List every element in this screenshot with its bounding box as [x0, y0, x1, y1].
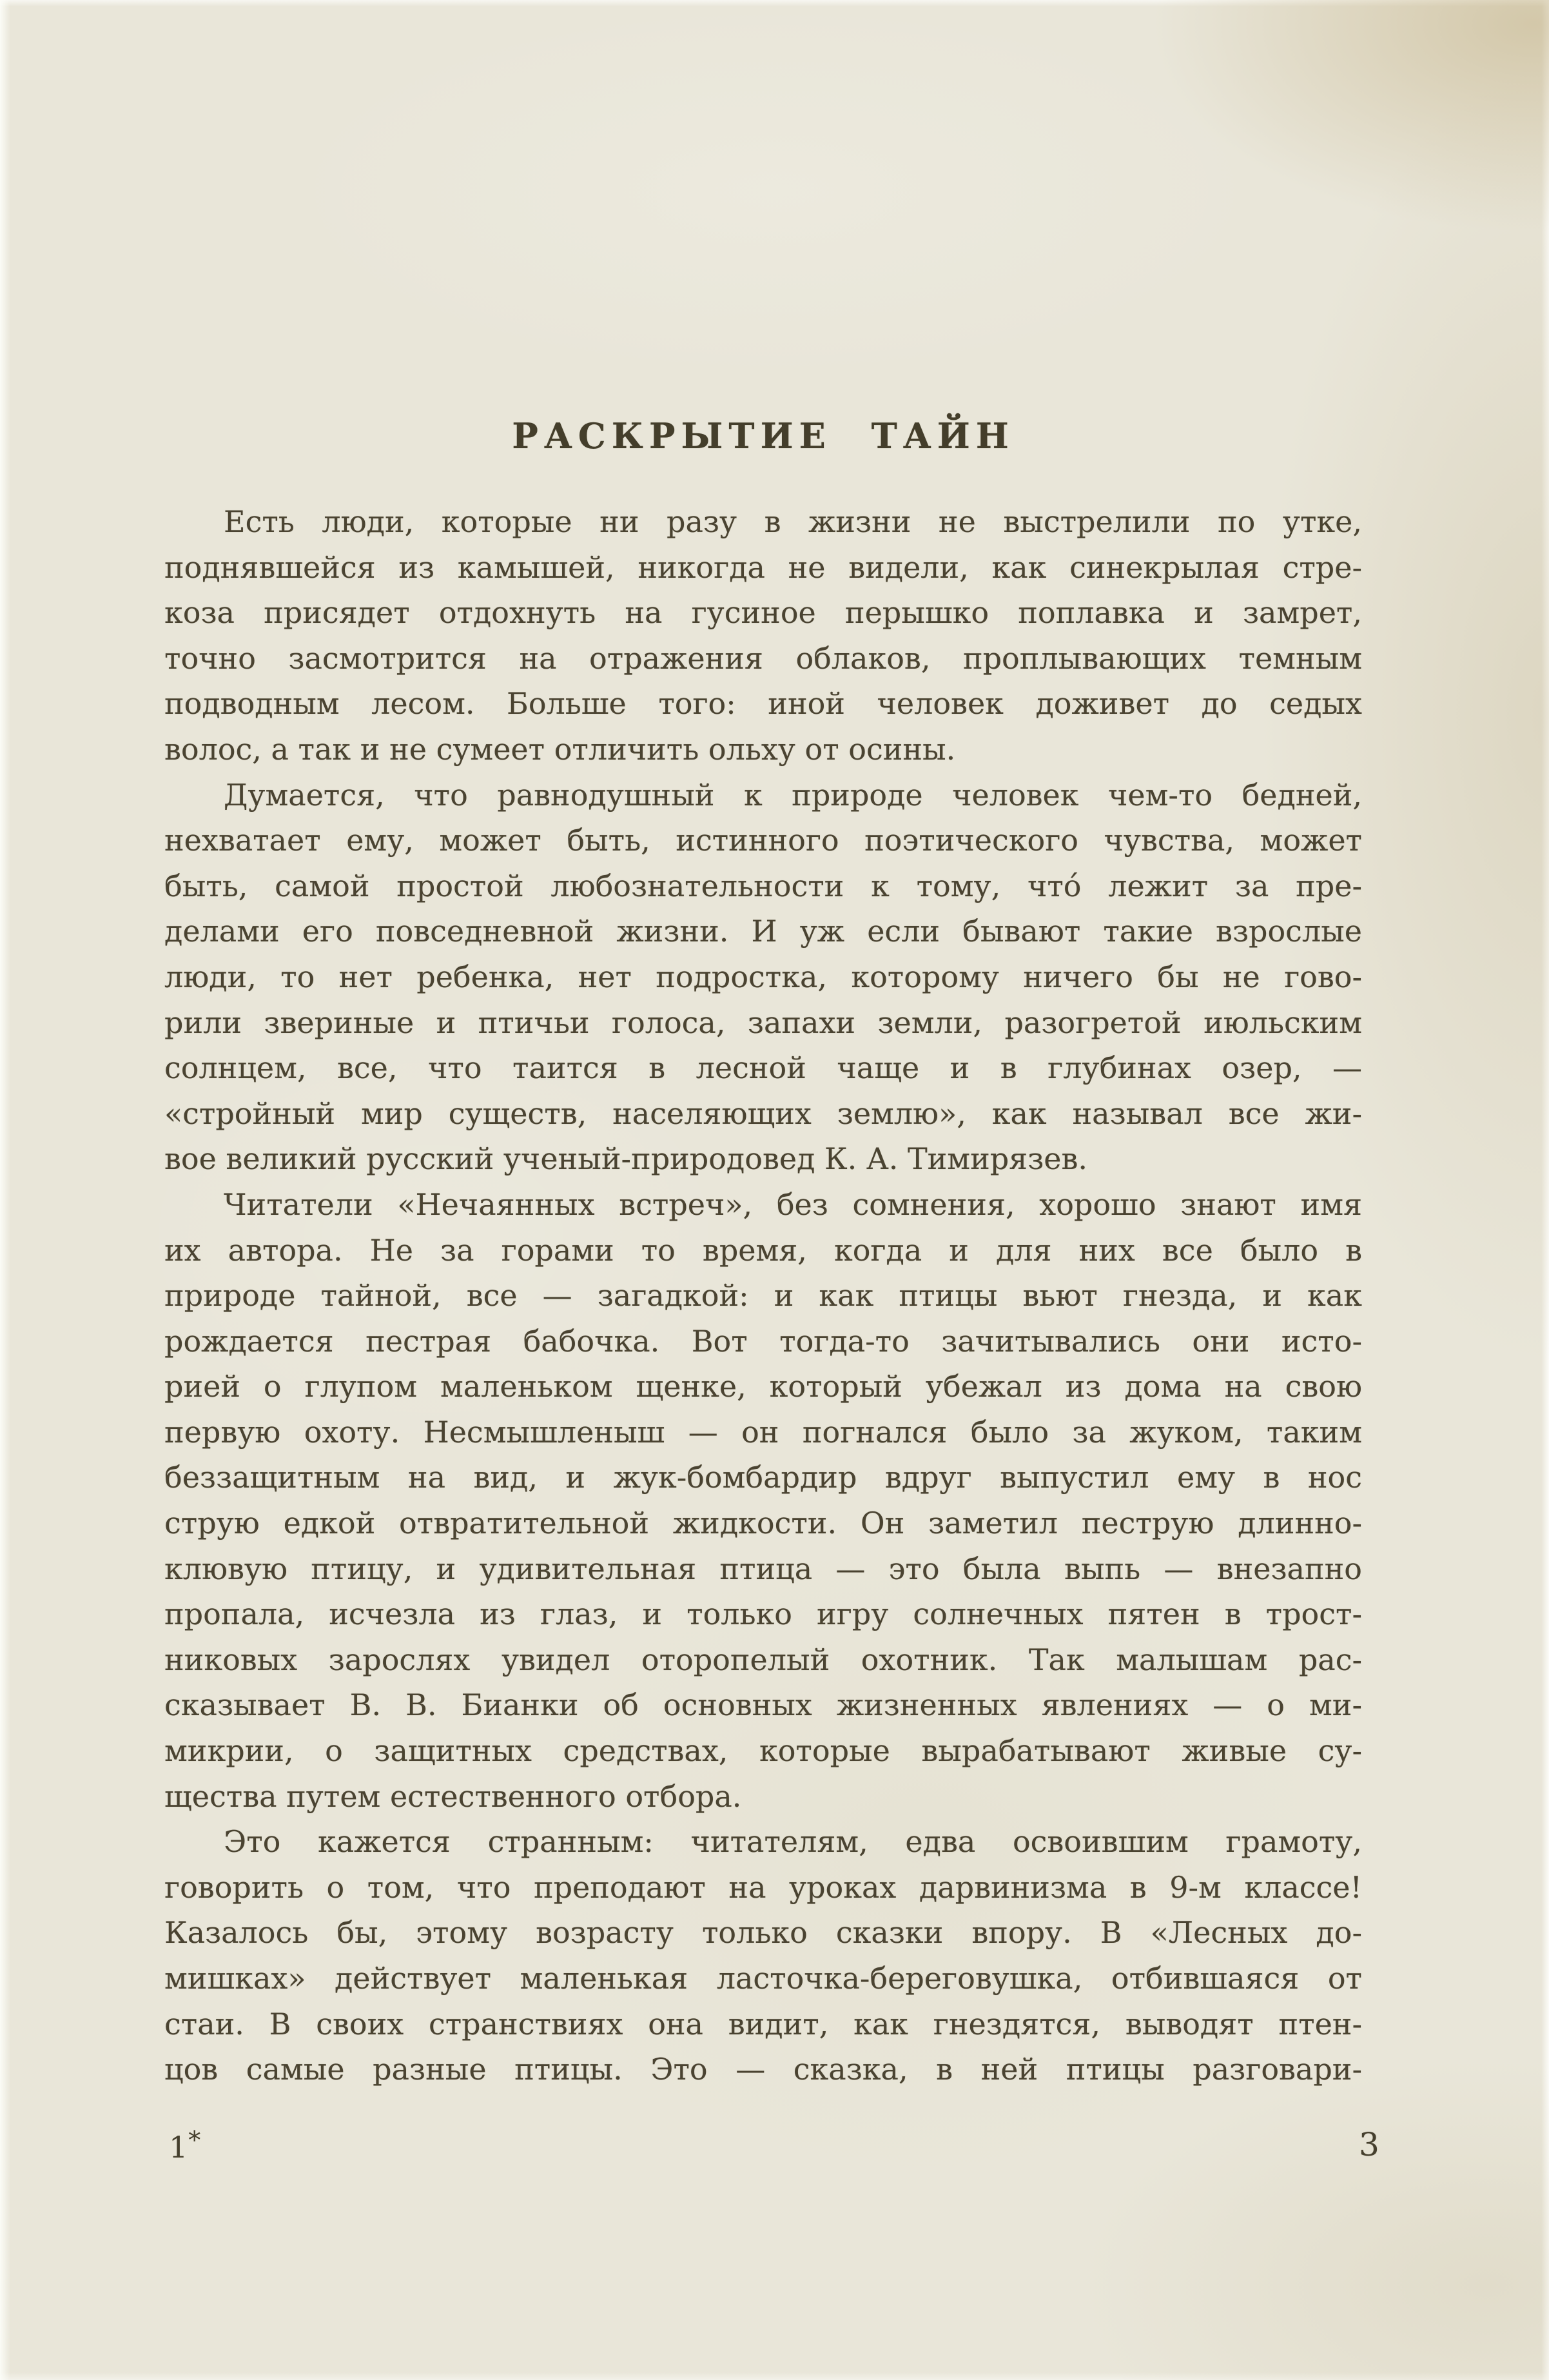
text-line: быть, самой простой любознательности к тому, что́ лежит за пре-	[164, 868, 1362, 903]
text-line: Это кажется странным: читателям, едва освоившим грамоту,	[224, 1824, 1362, 1860]
text-line: рождается пестрая бабочка. Вот тогда-то зачитывались они исто-	[164, 1323, 1362, 1359]
footer-signature-mark	[169, 2128, 200, 2169]
text-line: струю едкой отвратительной жидкости. Он заметил пеструю длинно-	[164, 1506, 1362, 1541]
text-line: цов самые разные птицы. Это — сказка, в ней птицы разговари-	[164, 2052, 1362, 2087]
text-line: Читатели «Нечаянных встреч», без сомнения, хорошо знают имя	[224, 1186, 1362, 1222]
text-line: рили звериные и птичьи голоса, запахи земли, разогретой июльским	[164, 1005, 1362, 1040]
text-line: мишках» действует маленькая ласточка-береговушка, отбившаяся от	[164, 1961, 1362, 1996]
text-line: говорить о том, что преподают на уроках дарвинизма в 9-м классе!	[164, 1869, 1362, 1905]
text-line: подводным лесом. Больше того: иной человек доживет до седых	[164, 686, 1362, 722]
text-line: волос, а так и не сумеет отличить ольху от осины.	[164, 731, 956, 767]
text-line: микрии, о защитных средствах, которые вырабатывают живые су-	[164, 1733, 1362, 1769]
chapter-title: РАСКРЫТИЕ ТАЙН	[512, 415, 1015, 457]
text-line: солнцем, все, что таится в лесной чаще и в глубинах озер, —	[164, 1050, 1362, 1086]
paragraph	[164, 499, 1362, 772]
paragraph	[164, 772, 1362, 1182]
text-line: клювую птицу, и удивительная птица — это была выпь — внезапно	[164, 1551, 1362, 1586]
text-line: нехватает ему, может быть, истинного поэтического чувства, может	[164, 823, 1362, 858]
text-line: пропала, исчезла из глаз, и только игру солнечных пятен в трост-	[164, 1597, 1362, 1632]
signature-asterisk: *	[188, 2126, 201, 2154]
text-line: Думается, что равнодушный к природе человек чем-то бедней,	[224, 777, 1362, 812]
text-line: стаи. В своих странствиях она видит, как гнездятся, выводят птен-	[164, 2006, 1362, 2041]
paragraph	[164, 1819, 1362, 2092]
page-number: 3	[1359, 2126, 1379, 2163]
text-line: люди, то нет ребенка, нет подростка, которому ничего бы не гово-	[164, 959, 1362, 994]
text-line: Казалось бы, этому возрасту только сказки впору. В «Лесных до-	[164, 1915, 1362, 1951]
signature-number: 1	[169, 2130, 188, 2165]
text-line: сказывает В. В. Бианки об основных жизненных явлениях — о ми-	[164, 1687, 1362, 1723]
text-line: беззащитным на вид, и жук-бомбардир вдруг выпустил ему в нос	[164, 1460, 1362, 1495]
text-line: первую охоту. Несмышленыш — он погнался было за жуком, таким	[164, 1414, 1362, 1450]
text-line: вое великий русский ученый-природовед К. А. Тимирязев.	[164, 1141, 1088, 1177]
text-line: природе тайной, все — загадкой: и как птицы вьют гнезда, и как	[164, 1278, 1362, 1313]
text-line: их автора. Не за горами то время, когда и для них все было в	[164, 1232, 1362, 1268]
text-line: делами его повседневной жизни. И уж если бывают такие взрослые	[164, 914, 1362, 949]
text-line: «стройный мир существ, населяющих землю», как называл все жи-	[164, 1096, 1362, 1131]
paragraph	[164, 1182, 1362, 1819]
text-line: точно засмотрится на отражения облаков, проплывающих темным	[164, 640, 1362, 676]
text-line: рией о глупом маленьком щенке, который убежал из дома на свою	[164, 1369, 1362, 1404]
text-line: Есть люди, которые ни разу в жизни не выстрелили по утке,	[224, 504, 1362, 539]
text-line: никовых зарослях увидел оторопелый охотник. Так малышам рас-	[164, 1642, 1362, 1677]
text-block	[164, 499, 1362, 2092]
text-line: коза присядет отдохнуть на гусиное перышко поплавка и замрет,	[164, 595, 1362, 631]
text-line: поднявшейся из камышей, никогда не видели, как синекрылая стре-	[164, 549, 1362, 585]
text-line: щества путем естественного отбора.	[164, 1778, 742, 1814]
